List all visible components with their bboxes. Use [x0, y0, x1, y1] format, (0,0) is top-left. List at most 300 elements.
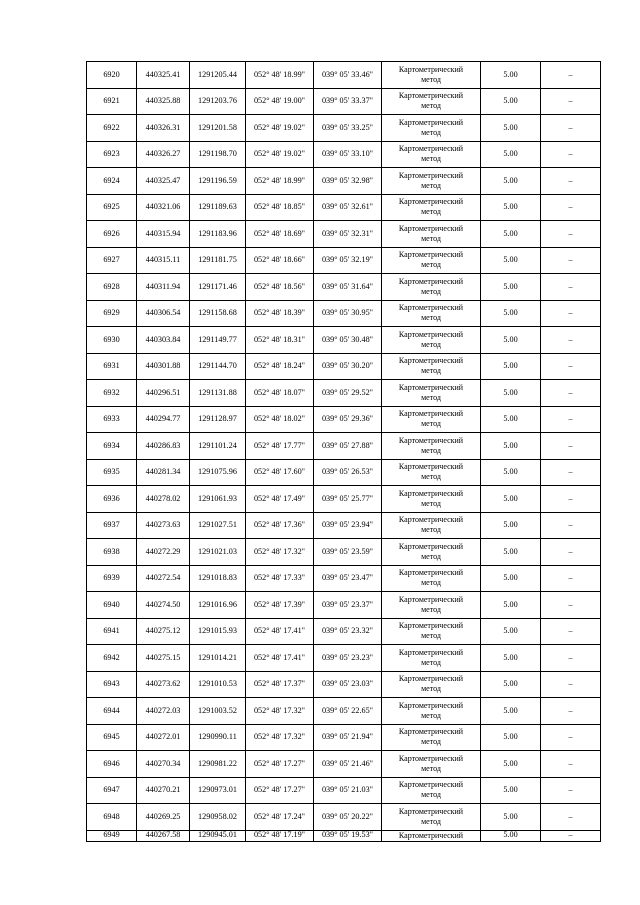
- method-line-1: Картометрический: [398, 753, 464, 763]
- table-row: [87, 247, 601, 274]
- method-line-1: Картометрический: [398, 780, 464, 790]
- y-coordinate-cell: 1291128.97: [190, 406, 246, 433]
- y-coordinate-cell: 1290945.01: [190, 830, 246, 841]
- latitude-cell: 052° 48' 18.24": [246, 353, 314, 380]
- accuracy-cell: 5.00: [481, 804, 541, 831]
- accuracy-cell: 5.00: [481, 247, 541, 274]
- latitude-cell: 052° 48' 19.00": [246, 88, 314, 115]
- y-coordinate-cell: 1291203.76: [190, 88, 246, 115]
- method-line-2: метод: [421, 763, 441, 773]
- longitude-cell: 039° 05' 20.22": [314, 804, 382, 831]
- y-coordinate-cell: 1291018.83: [190, 565, 246, 592]
- method-line-1: Картометрический: [398, 64, 464, 74]
- table-row: [87, 539, 601, 566]
- latitude-cell: 052° 48' 17.32": [246, 724, 314, 751]
- table-row: [87, 671, 601, 698]
- latitude-cell: 052° 48' 17.27": [246, 751, 314, 778]
- x-coordinate-cell: 440315.94: [137, 221, 190, 248]
- table-row: [87, 433, 601, 460]
- longitude-cell: 039° 05' 30.95": [314, 300, 382, 327]
- method-cell: [382, 751, 481, 778]
- method-cell: [382, 804, 481, 831]
- method-line-2: метод: [421, 445, 441, 455]
- method-line-2: метод: [421, 419, 441, 429]
- point-number-cell: 6925: [87, 194, 137, 221]
- method-line-1: Картометрический: [398, 144, 464, 154]
- point-number-cell: 6929: [87, 300, 137, 327]
- table-row: [87, 300, 601, 327]
- latitude-cell: 052° 48' 17.32": [246, 539, 314, 566]
- x-coordinate-cell: 440326.31: [137, 115, 190, 142]
- y-coordinate-cell: 1291189.63: [190, 194, 246, 221]
- longitude-cell: 039° 05' 21.03": [314, 777, 382, 804]
- note-cell: –: [541, 88, 601, 115]
- method-cell: [382, 539, 481, 566]
- method-line-1: Картометрический: [398, 409, 464, 419]
- table-row: [87, 618, 601, 645]
- method-line-1: Картометрический: [398, 488, 464, 498]
- x-coordinate-cell: 440272.03: [137, 698, 190, 725]
- table-row: [87, 380, 601, 407]
- method-line-1: Картометрический: [398, 197, 464, 207]
- y-coordinate-cell: 1291016.96: [190, 592, 246, 619]
- y-coordinate-cell: 1290973.01: [190, 777, 246, 804]
- longitude-cell: 039° 05' 30.20": [314, 353, 382, 380]
- method-line-2: метод: [421, 127, 441, 137]
- method-cell: [382, 327, 481, 354]
- latitude-cell: 052° 48' 18.31": [246, 327, 314, 354]
- point-number-cell: 6921: [87, 88, 137, 115]
- accuracy-cell: 5.00: [481, 830, 541, 841]
- method-line-2: метод: [421, 74, 441, 84]
- method-cell: [382, 671, 481, 698]
- x-coordinate-cell: 440270.34: [137, 751, 190, 778]
- latitude-cell: 052° 48' 17.41": [246, 618, 314, 645]
- table-row: [87, 830, 601, 841]
- longitude-cell: 039° 05' 32.98": [314, 168, 382, 195]
- method-line-2: метод: [421, 551, 441, 561]
- latitude-cell: 052° 48' 18.39": [246, 300, 314, 327]
- x-coordinate-cell: 440286.83: [137, 433, 190, 460]
- method-cell: [382, 88, 481, 115]
- longitude-cell: 039° 05' 23.59": [314, 539, 382, 566]
- longitude-cell: 039° 05' 32.19": [314, 247, 382, 274]
- note-cell: –: [541, 221, 601, 248]
- method-line-2: метод: [421, 790, 441, 800]
- point-number-cell: 6920: [87, 62, 137, 89]
- note-cell: –: [541, 380, 601, 407]
- table-row: [87, 777, 601, 804]
- longitude-cell: 039° 05' 22.65": [314, 698, 382, 725]
- method-line-1: Картометрический: [398, 674, 464, 684]
- note-cell: –: [541, 247, 601, 274]
- note-cell: –: [541, 300, 601, 327]
- point-number-cell: 6943: [87, 671, 137, 698]
- table-row: [87, 194, 601, 221]
- x-coordinate-cell: 440296.51: [137, 380, 190, 407]
- method-line-1: Картометрический: [398, 117, 464, 127]
- table-row: [87, 168, 601, 195]
- accuracy-cell: 5.00: [481, 221, 541, 248]
- table-row: [87, 459, 601, 486]
- method-line-2: метод: [421, 657, 441, 667]
- accuracy-cell: 5.00: [481, 406, 541, 433]
- point-number-cell: 6933: [87, 406, 137, 433]
- y-coordinate-cell: 1290981.22: [190, 751, 246, 778]
- point-number-cell: 6928: [87, 274, 137, 301]
- x-coordinate-cell: 440303.84: [137, 327, 190, 354]
- method-cell: [382, 618, 481, 645]
- accuracy-cell: 5.00: [481, 698, 541, 725]
- x-coordinate-cell: 440273.62: [137, 671, 190, 698]
- method-line-1: Картометрический: [398, 621, 464, 631]
- method-cell: [382, 141, 481, 168]
- method-line-2: метод: [421, 207, 441, 217]
- accuracy-cell: 5.00: [481, 486, 541, 513]
- x-coordinate-cell: 440273.63: [137, 512, 190, 539]
- latitude-cell: 052° 48' 17.19": [246, 830, 314, 841]
- longitude-cell: 039° 05' 32.31": [314, 221, 382, 248]
- method-line-1: Картометрический: [398, 250, 464, 260]
- accuracy-cell: 5.00: [481, 459, 541, 486]
- method-line-2: метод: [421, 154, 441, 164]
- y-coordinate-cell: 1291131.88: [190, 380, 246, 407]
- note-cell: –: [541, 724, 601, 751]
- longitude-cell: 039° 05' 29.36": [314, 406, 382, 433]
- y-coordinate-cell: 1291021.03: [190, 539, 246, 566]
- method-line-1: Картометрический: [398, 700, 464, 710]
- table-row: [87, 327, 601, 354]
- method-line-2: метод: [421, 180, 441, 190]
- longitude-cell: 039° 05' 23.47": [314, 565, 382, 592]
- accuracy-cell: 5.00: [481, 539, 541, 566]
- method-line-2: метод: [421, 631, 441, 641]
- point-number-cell: 6946: [87, 751, 137, 778]
- longitude-cell: 039° 05' 30.48": [314, 327, 382, 354]
- latitude-cell: 052° 48' 19.02": [246, 141, 314, 168]
- table-row: [87, 406, 601, 433]
- method-line-2: метод: [421, 498, 441, 508]
- method-line-1: Картометрический: [398, 356, 464, 366]
- y-coordinate-cell: 1291183.96: [190, 221, 246, 248]
- longitude-cell: 039° 05' 33.10": [314, 141, 382, 168]
- method-line-2: метод: [421, 233, 441, 243]
- longitude-cell: 039° 05' 29.52": [314, 380, 382, 407]
- point-number-cell: 6932: [87, 380, 137, 407]
- note-cell: –: [541, 751, 601, 778]
- method-line-2: метод: [421, 101, 441, 111]
- longitude-cell: 039° 05' 32.61": [314, 194, 382, 221]
- method-cell: [382, 62, 481, 89]
- method-line-1: Картометрический: [398, 462, 464, 472]
- longitude-cell: 039° 05' 27.88": [314, 433, 382, 460]
- note-cell: –: [541, 353, 601, 380]
- table-row: [87, 141, 601, 168]
- x-coordinate-cell: 440326.27: [137, 141, 190, 168]
- latitude-cell: 052° 48' 17.36": [246, 512, 314, 539]
- longitude-cell: 039° 05' 33.25": [314, 115, 382, 142]
- x-coordinate-cell: 440325.47: [137, 168, 190, 195]
- y-coordinate-cell: 1291158.68: [190, 300, 246, 327]
- point-number-cell: 6922: [87, 115, 137, 142]
- note-cell: –: [541, 168, 601, 195]
- y-coordinate-cell: 1291010.53: [190, 671, 246, 698]
- table-row: [87, 486, 601, 513]
- longitude-cell: 039° 05' 23.32": [314, 618, 382, 645]
- note-cell: –: [541, 671, 601, 698]
- point-number-cell: 6930: [87, 327, 137, 354]
- method-line-2: метод: [421, 684, 441, 694]
- y-coordinate-cell: 1291149.77: [190, 327, 246, 354]
- method-line-1: Картометрический: [398, 806, 464, 816]
- method-line-2: метод: [421, 578, 441, 588]
- method-line-2: метод: [421, 816, 441, 826]
- note-cell: –: [541, 565, 601, 592]
- latitude-cell: 052° 48' 17.49": [246, 486, 314, 513]
- accuracy-cell: 5.00: [481, 327, 541, 354]
- latitude-cell: 052° 48' 17.41": [246, 645, 314, 672]
- method-cell: [382, 724, 481, 751]
- method-cell: [382, 459, 481, 486]
- point-number-cell: 6938: [87, 539, 137, 566]
- latitude-cell: 052° 48' 17.24": [246, 804, 314, 831]
- accuracy-cell: 5.00: [481, 380, 541, 407]
- longitude-cell: 039° 05' 19.53": [314, 830, 382, 841]
- point-number-cell: 6927: [87, 247, 137, 274]
- note-cell: –: [541, 539, 601, 566]
- table-row: [87, 353, 601, 380]
- accuracy-cell: 5.00: [481, 433, 541, 460]
- longitude-cell: 039° 05' 23.03": [314, 671, 382, 698]
- method-line-1: Картометрический: [398, 515, 464, 525]
- method-cell: [382, 247, 481, 274]
- accuracy-cell: 5.00: [481, 88, 541, 115]
- accuracy-cell: 5.00: [481, 274, 541, 301]
- x-coordinate-cell: 440272.01: [137, 724, 190, 751]
- note-cell: –: [541, 830, 601, 841]
- latitude-cell: 052° 48' 19.02": [246, 115, 314, 142]
- method-line-1: Картометрический: [398, 647, 464, 657]
- note-cell: –: [541, 406, 601, 433]
- y-coordinate-cell: 1291201.58: [190, 115, 246, 142]
- method-cell: [382, 486, 481, 513]
- latitude-cell: 052° 48' 18.66": [246, 247, 314, 274]
- accuracy-cell: 5.00: [481, 141, 541, 168]
- x-coordinate-cell: 440274.50: [137, 592, 190, 619]
- latitude-cell: 052° 48' 18.99": [246, 168, 314, 195]
- latitude-cell: 052° 48' 18.85": [246, 194, 314, 221]
- method-line-1: Картометрический: [398, 594, 464, 604]
- accuracy-cell: 5.00: [481, 592, 541, 619]
- method-line-2: метод: [421, 525, 441, 535]
- method-cell: [382, 645, 481, 672]
- method-line-1: Картометрический: [398, 382, 464, 392]
- method-cell: [382, 433, 481, 460]
- longitude-cell: 039° 05' 23.94": [314, 512, 382, 539]
- table-row: [87, 62, 601, 89]
- latitude-cell: 052° 48' 17.33": [246, 565, 314, 592]
- point-number-cell: 6947: [87, 777, 137, 804]
- x-coordinate-cell: 440325.88: [137, 88, 190, 115]
- longitude-cell: 039° 05' 33.46": [314, 62, 382, 89]
- longitude-cell: 039° 05' 23.37": [314, 592, 382, 619]
- x-coordinate-cell: 440294.77: [137, 406, 190, 433]
- point-number-cell: 6942: [87, 645, 137, 672]
- accuracy-cell: 5.00: [481, 115, 541, 142]
- accuracy-cell: 5.00: [481, 751, 541, 778]
- accuracy-cell: 5.00: [481, 300, 541, 327]
- method-line-1: Картометрический: [398, 91, 464, 101]
- point-number-cell: 6944: [87, 698, 137, 725]
- point-number-cell: 6923: [87, 141, 137, 168]
- longitude-cell: 039° 05' 31.64": [314, 274, 382, 301]
- method-line-2: метод: [421, 313, 441, 323]
- longitude-cell: 039° 05' 26.53": [314, 459, 382, 486]
- method-cell: [382, 592, 481, 619]
- point-number-cell: 6940: [87, 592, 137, 619]
- document-page: [86, 61, 600, 842]
- x-coordinate-cell: 440311.94: [137, 274, 190, 301]
- latitude-cell: 052° 48' 17.60": [246, 459, 314, 486]
- y-coordinate-cell: 1291181.75: [190, 247, 246, 274]
- method-line-2: метод: [421, 604, 441, 614]
- x-coordinate-cell: 440275.12: [137, 618, 190, 645]
- accuracy-cell: 5.00: [481, 724, 541, 751]
- accuracy-cell: 5.00: [481, 62, 541, 89]
- point-number-cell: 6941: [87, 618, 137, 645]
- latitude-cell: 052° 48' 17.32": [246, 698, 314, 725]
- method-line-2: метод: [421, 472, 441, 482]
- accuracy-cell: 5.00: [481, 512, 541, 539]
- method-line-1: Картометрический: [398, 830, 464, 840]
- longitude-cell: 039° 05' 25.77": [314, 486, 382, 513]
- latitude-cell: 052° 48' 18.02": [246, 406, 314, 433]
- table-row: [87, 512, 601, 539]
- method-cell: [382, 168, 481, 195]
- longitude-cell: 039° 05' 23.23": [314, 645, 382, 672]
- note-cell: –: [541, 512, 601, 539]
- x-coordinate-cell: 440321.06: [137, 194, 190, 221]
- x-coordinate-cell: 440278.02: [137, 486, 190, 513]
- latitude-cell: 052° 48' 17.27": [246, 777, 314, 804]
- latitude-cell: 052° 48' 18.69": [246, 221, 314, 248]
- table-row: [87, 115, 601, 142]
- x-coordinate-cell: 440272.54: [137, 565, 190, 592]
- method-cell: [382, 830, 481, 841]
- x-coordinate-cell: 440306.54: [137, 300, 190, 327]
- y-coordinate-cell: 1291205.44: [190, 62, 246, 89]
- point-number-cell: 6937: [87, 512, 137, 539]
- note-cell: –: [541, 459, 601, 486]
- method-line-2: метод: [421, 286, 441, 296]
- longitude-cell: 039° 05' 21.46": [314, 751, 382, 778]
- method-line-1: Картометрический: [398, 303, 464, 313]
- table-row: [87, 592, 601, 619]
- method-cell: [382, 565, 481, 592]
- method-line-1: Картометрический: [398, 727, 464, 737]
- coordinates-table: [86, 61, 601, 842]
- method-cell: [382, 274, 481, 301]
- note-cell: –: [541, 777, 601, 804]
- table-row: [87, 565, 601, 592]
- method-line-1: Картометрический: [398, 568, 464, 578]
- accuracy-cell: 5.00: [481, 194, 541, 221]
- method-line-1: Картометрический: [398, 276, 464, 286]
- x-coordinate-cell: 440325.41: [137, 62, 190, 89]
- table-row: [87, 88, 601, 115]
- table-row: [87, 645, 601, 672]
- table-row: [87, 751, 601, 778]
- point-number-cell: 6926: [87, 221, 137, 248]
- accuracy-cell: 5.00: [481, 777, 541, 804]
- point-number-cell: 6945: [87, 724, 137, 751]
- longitude-cell: 039° 05' 21.94": [314, 724, 382, 751]
- point-number-cell: 6934: [87, 433, 137, 460]
- note-cell: –: [541, 645, 601, 672]
- note-cell: –: [541, 592, 601, 619]
- method-line-2: метод: [421, 392, 441, 402]
- accuracy-cell: 5.00: [481, 565, 541, 592]
- latitude-cell: 052° 48' 17.77": [246, 433, 314, 460]
- y-coordinate-cell: 1291198.70: [190, 141, 246, 168]
- y-coordinate-cell: 1291014.21: [190, 645, 246, 672]
- method-cell: [382, 777, 481, 804]
- y-coordinate-cell: 1290990.11: [190, 724, 246, 751]
- note-cell: –: [541, 698, 601, 725]
- accuracy-cell: 5.00: [481, 671, 541, 698]
- method-cell: [382, 353, 481, 380]
- method-line-2: метод: [421, 737, 441, 747]
- x-coordinate-cell: 440301.88: [137, 353, 190, 380]
- table-row: [87, 724, 601, 751]
- y-coordinate-cell: 1291015.93: [190, 618, 246, 645]
- table-row: [87, 804, 601, 831]
- method-cell: [382, 221, 481, 248]
- method-line-1: Картометрический: [398, 170, 464, 180]
- point-number-cell: 6948: [87, 804, 137, 831]
- point-number-cell: 6949: [87, 830, 137, 841]
- note-cell: –: [541, 115, 601, 142]
- method-line-2: метод: [421, 339, 441, 349]
- note-cell: –: [541, 141, 601, 168]
- latitude-cell: 052° 48' 18.56": [246, 274, 314, 301]
- method-line-1: Картометрический: [398, 435, 464, 445]
- method-cell: [382, 194, 481, 221]
- method-cell: [382, 380, 481, 407]
- y-coordinate-cell: 1291101.24: [190, 433, 246, 460]
- latitude-cell: 052° 48' 18.99": [246, 62, 314, 89]
- accuracy-cell: 5.00: [481, 645, 541, 672]
- method-cell: [382, 115, 481, 142]
- point-number-cell: 6935: [87, 459, 137, 486]
- method-line-1: Картометрический: [398, 223, 464, 233]
- x-coordinate-cell: 440269.25: [137, 804, 190, 831]
- y-coordinate-cell: 1291144.70: [190, 353, 246, 380]
- y-coordinate-cell: 1291061.93: [190, 486, 246, 513]
- x-coordinate-cell: 440315.11: [137, 247, 190, 274]
- coordinates-table-body: [87, 62, 601, 842]
- accuracy-cell: 5.00: [481, 168, 541, 195]
- method-line-2: метод: [421, 366, 441, 376]
- note-cell: –: [541, 433, 601, 460]
- x-coordinate-cell: 440281.34: [137, 459, 190, 486]
- latitude-cell: 052° 48' 17.39": [246, 592, 314, 619]
- note-cell: –: [541, 327, 601, 354]
- y-coordinate-cell: 1290958.02: [190, 804, 246, 831]
- method-line-1: Картометрический: [398, 541, 464, 551]
- note-cell: –: [541, 486, 601, 513]
- method-cell: [382, 406, 481, 433]
